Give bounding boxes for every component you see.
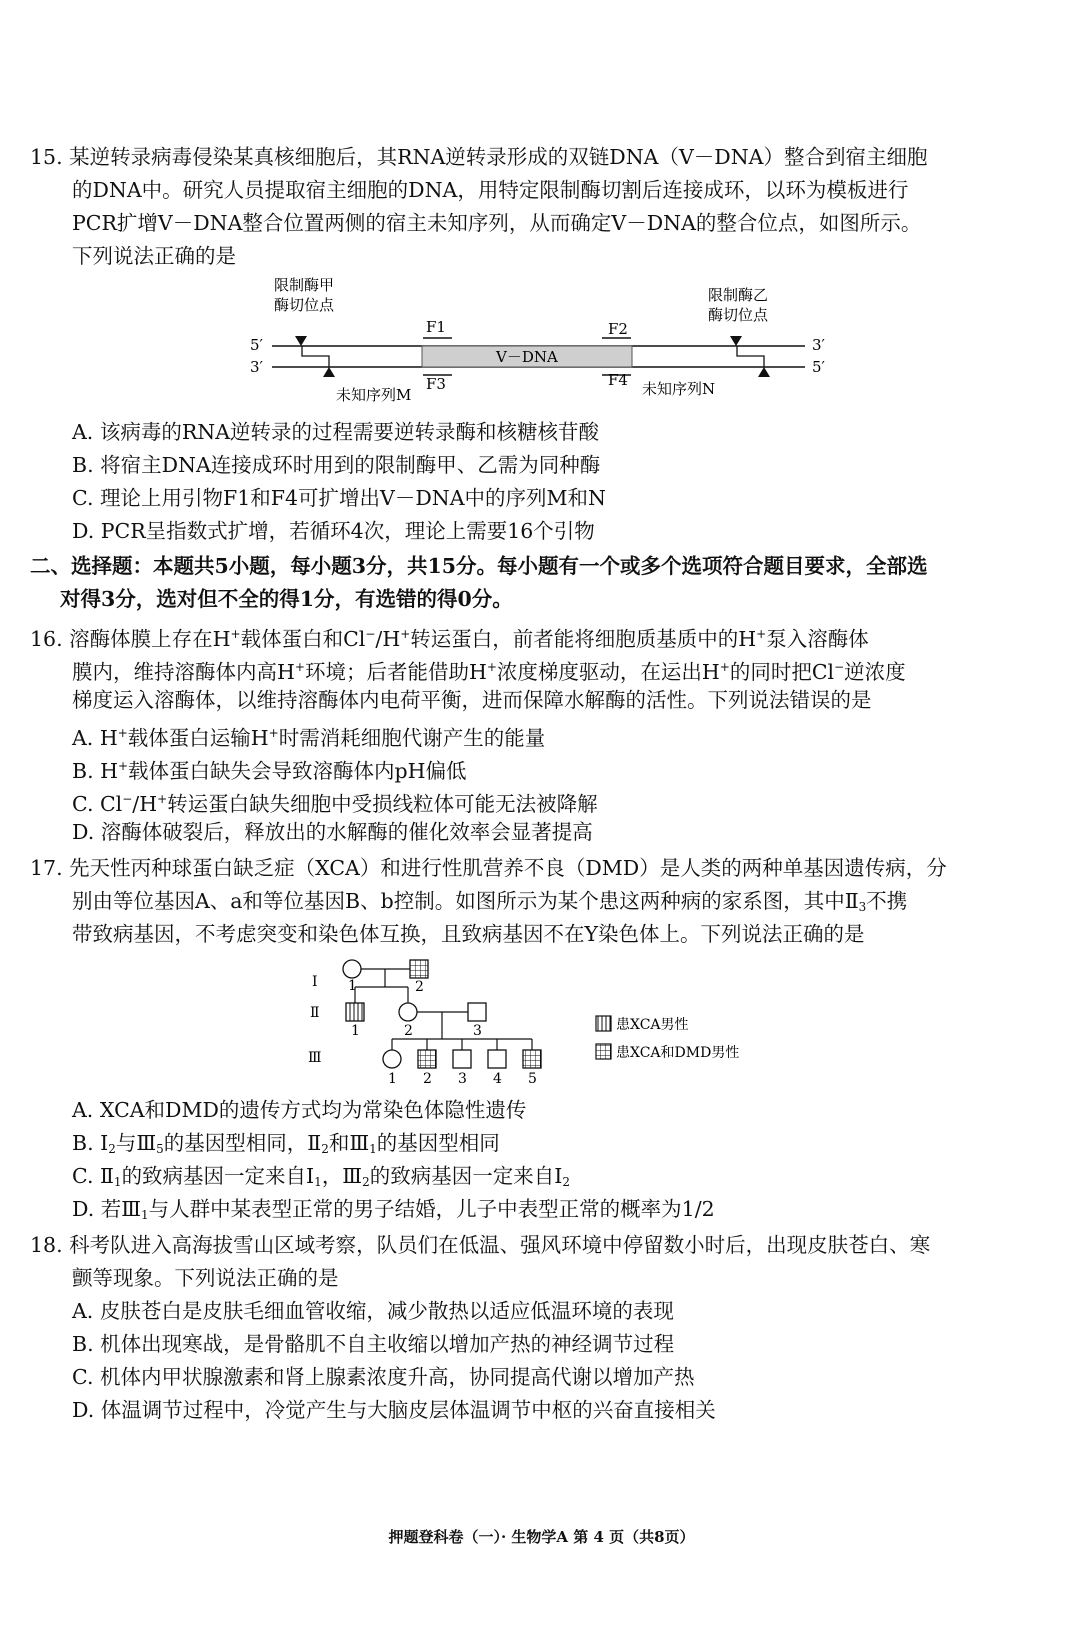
gen3-num-4: 4 (493, 1071, 502, 1087)
gen2-female-2 (399, 1003, 417, 1021)
cut-site-b-bottom-marker (758, 367, 770, 377)
gen2-male-3 (468, 1003, 486, 1021)
gen1-num-1: 1 (348, 978, 357, 994)
q16-line3: 梯度运入溶酶体，以维持溶酶体内电荷平衡，进而保障水解酶的活性。下列说法错误的是 (72, 688, 872, 712)
enzyme-b-label-2: 酶切位点 (708, 306, 769, 324)
q17-line3: 带致病基因，不考虑突变和染色体互换，且致病基因不在Y染色体上。下列说法正确的是 (72, 922, 865, 946)
q17-option-a: A. XCA和DMD的遗传方式均为常染色体隐性遗传 (72, 1098, 527, 1122)
unknown-seq-n-label: 未知序列N (642, 380, 716, 398)
q17-option-c: C. $Ⅱ_1$的致病基因一定来自$Ⅰ_1$，$Ⅲ_2$的致病基因一定来自$Ⅰ_2$ (72, 1164, 570, 1189)
gen3-male-2-xca-dmd (418, 1050, 436, 1068)
gen1-male-2-xca-dmd (410, 960, 428, 978)
q17-option-b: B. $Ⅰ_2$与$Ⅲ_5$的基因型相同，$Ⅱ_2$和$Ⅲ_1$的基因型相同 (72, 1131, 500, 1156)
vdna-label: V－DNA (496, 348, 558, 366)
enzyme-a-label-1: 限制酶甲 (274, 276, 335, 294)
q16-option-d: D. 溶酶体破裂后，释放出的水解酶的催化效率会显著提高 (72, 820, 593, 844)
gen2-num-1: 1 (351, 1023, 360, 1039)
end-5-left: 5′ (250, 336, 263, 354)
q17-line2: 别由等位基因A、a和等位基因B、b控制。如图所示为某个患这两种病的家系图，其中$Ⅱ_3$不携 (72, 889, 908, 914)
q16-option-a: A. H+载体蛋白运输H+时需消耗细胞代谢产生的能量 (72, 726, 546, 750)
end-5-right: 5′ (812, 358, 825, 376)
gen3-male-5-xca-dmd (523, 1050, 541, 1068)
q18-option-d: D. 体温调节过程中，冷觉产生与大脑皮层体温调节中枢的兴奋直接相关 (72, 1398, 716, 1422)
q18-option-c: C. 机体内甲状腺激素和肾上腺素浓度升高，协同提高代谢以增加产热 (72, 1365, 695, 1389)
gen2-male-1-xca (346, 1003, 364, 1021)
gen3-num-5: 5 (528, 1071, 537, 1087)
gen3-male-3 (453, 1050, 471, 1068)
legend-xca-male-label: 患XCA男性 (616, 1017, 689, 1033)
primer-f1-label: F1 (426, 318, 446, 336)
gen3-num-1: 1 (388, 1071, 397, 1087)
section2-header-line1: 二、选择题：本题共5小题，每小题3分，共15分。每小题有一个或多个选项符合题目要求，全部选 (30, 554, 928, 578)
section2-header-line2: 对得3分，选对但不全的得1分，有选错的得0分。 (60, 587, 513, 611)
q16-line2: 膜内，维持溶酶体内高H+环境；后者能借助H+浓度梯度驱动，在运出H+的同时把Cl−逆浓度 (72, 660, 906, 684)
q15-line1: 15. 某逆转录病毒侵染某真核细胞后，其RNA逆转录形成的双链DNA（V－DNA）整合到宿主细胞 (30, 145, 928, 169)
cut-site-a-bottom-marker (323, 367, 335, 377)
q17-line1: 17. 先天性丙种球蛋白缺乏症（XCA）和进行性肌营养不良（DMD）是人类的两种单基因遗传病，分 (30, 856, 947, 880)
enzyme-a-label-2: 酶切位点 (274, 296, 335, 314)
cut-site-a-top-marker (295, 336, 307, 346)
primer-f4-label: F4 (608, 371, 628, 389)
q15-line4: 下列说法正确的是 (72, 244, 236, 268)
cut-site-b-stagger (737, 346, 764, 367)
q15-line3: PCR扩增V－DNA整合位置两侧的宿主未知序列，从而确定V－DNA的整合位点，如图所示。 (72, 211, 922, 235)
q18-line2: 颤等现象。下列说法正确的是 (72, 1266, 339, 1290)
enzyme-b-label-1: 限制酶乙 (708, 286, 769, 304)
q15-option-d: D. PCR呈指数式扩增，若循环4次，理论上需要16个引物 (72, 519, 595, 543)
gen3-num-3: 3 (458, 1071, 467, 1087)
q18-option-b: B. 机体出现寒战，是骨骼肌不自主收缩以增加产热的神经调节过程 (72, 1332, 675, 1356)
q16-option-c: C. Cl−/H+转运蛋白缺失细胞中受损线粒体可能无法被降解 (72, 792, 598, 816)
cut-site-b-top-marker (730, 336, 742, 346)
cut-site-a-stagger (302, 346, 329, 367)
q18-option-a: A. 皮肤苍白是皮肤毛细血管收缩，减少散热以适应低温环境的表现 (72, 1299, 674, 1323)
gen-label-3: Ⅲ (308, 1050, 322, 1066)
pedigree-chart (300, 955, 820, 1093)
q18-line1: 18. 科考队进入高海拔雪山区域考察，队员们在低温、强风环境中停留数小时后，出现皮肤苍白、寒 (30, 1233, 931, 1257)
primer-f2-label: F2 (608, 320, 628, 338)
end-3-left: 3′ (250, 358, 263, 376)
legend-xca-dmd-male-label: 患XCA和DMD男性 (616, 1045, 740, 1061)
legend-xca-dmd-male-symbol (596, 1044, 611, 1059)
q16-option-b: B. H+载体蛋白缺失会导致溶酶体内pH偏低 (72, 759, 467, 783)
q15-line2: 的DNA中。研究人员提取宿主细胞的DNA，用特定限制酶切割后连接成环，以环为模板进行 (72, 178, 909, 202)
gen-label-1: Ⅰ (312, 974, 318, 990)
gen-label-2: Ⅱ (310, 1005, 320, 1021)
q15-option-c: C. 理论上用引物F1和F4可扩增出V－DNA中的序列M和N (72, 486, 606, 510)
gen3-female-1 (383, 1050, 401, 1068)
gen3-num-2: 2 (423, 1071, 432, 1087)
q16-line1: 16. 溶酶体膜上存在H+载体蛋白和Cl−/H+转运蛋白，前者能将细胞质基质中的H+泵入溶酶体 (30, 627, 869, 651)
primer-f3-label: F3 (426, 375, 446, 393)
unknown-seq-m-label: 未知序列M (336, 386, 412, 404)
q15-option-b: B. 将宿主DNA连接成环时用到的限制酶甲、乙需为同种酶 (72, 453, 601, 477)
legend-xca-male-symbol (596, 1016, 611, 1031)
q15-option-a: A. 该病毒的RNA逆转录的过程需要逆转录酶和核糖核苷酸 (72, 420, 600, 444)
end-3-right: 3′ (812, 336, 825, 354)
gen2-num-2: 2 (404, 1023, 413, 1039)
gen1-female-1 (343, 960, 361, 978)
q17-option-d: D. 若$Ⅲ_1$与人群中某表型正常的男子结婚，儿子中表型正常的概率为1/2 (72, 1197, 715, 1222)
vdna-integration-diagram (240, 276, 840, 406)
gen2-num-3: 3 (473, 1023, 482, 1039)
gen3-male-4 (488, 1050, 506, 1068)
page-footer: 押题登科卷（一）· 生物学A 第 4 页（共8页） (388, 1528, 695, 1546)
gen1-num-2: 2 (415, 979, 424, 995)
